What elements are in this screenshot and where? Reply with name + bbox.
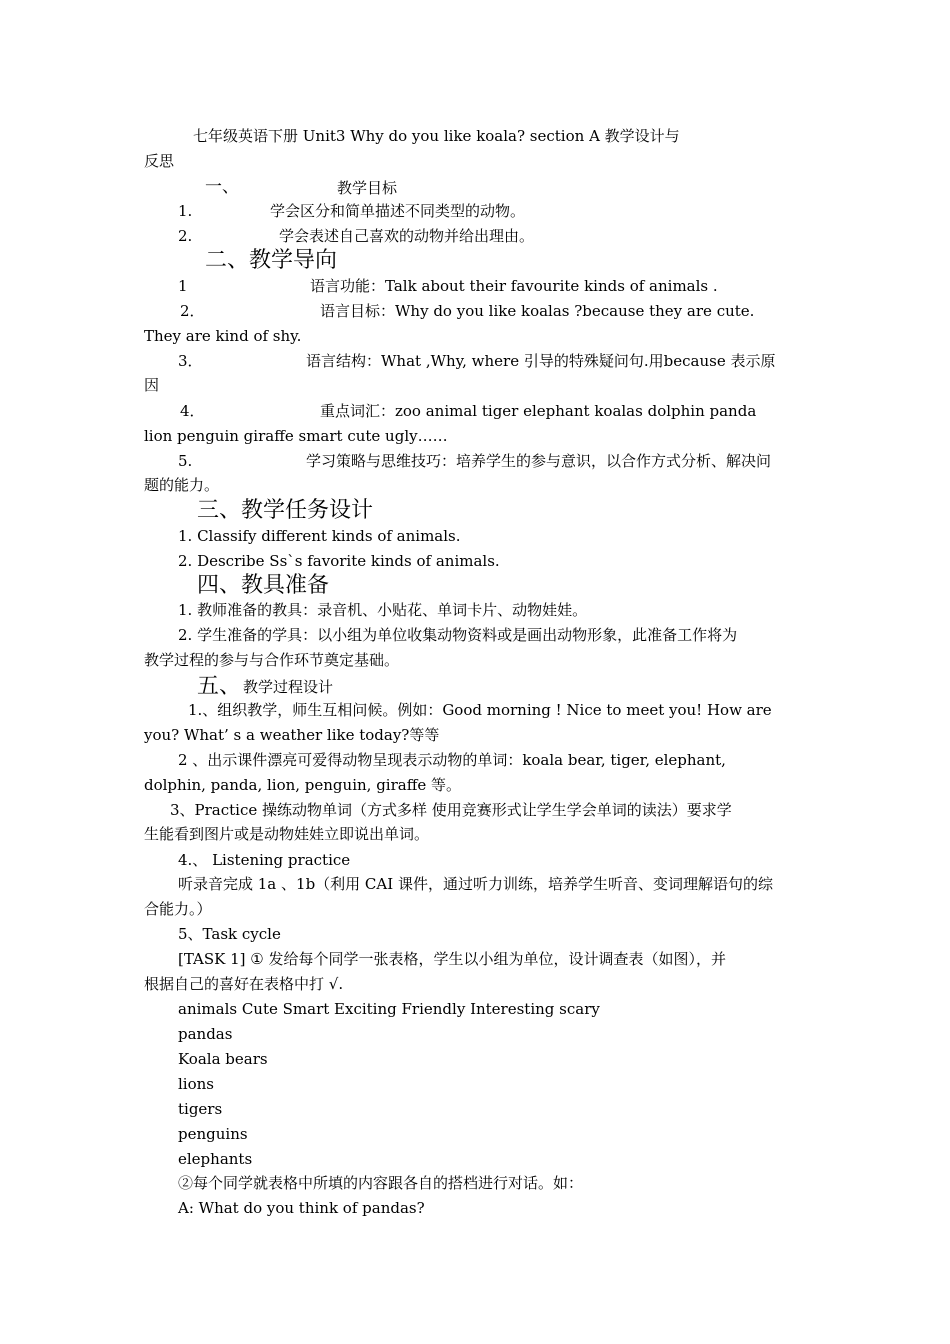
section3-heading: 三、教学任务设计 bbox=[197, 498, 374, 523]
step4-detail-continued: 合能力。） bbox=[144, 900, 212, 918]
section2-item4-text: 重点词汇：zoo animal tiger elephant koalas dolphin panda bbox=[320, 402, 757, 420]
section1-heading-number: 一、 bbox=[205, 177, 239, 197]
survey-table-row: pandas bbox=[178, 1025, 233, 1043]
section2-item4-number: 4． bbox=[180, 402, 205, 420]
survey-table-row: elephants bbox=[178, 1150, 253, 1168]
section1-heading: 教学目标 bbox=[337, 179, 398, 197]
step1-continued: you? What’ s a weather like today?等等 bbox=[144, 726, 440, 744]
section4-item1: 1. 教师准备的教具：录音机、小贴花、单词卡片、动物娃娃。 bbox=[178, 601, 588, 619]
step1-text: 1.、组织教学，师生互相问候。例如：Good morning ! Nice to meet you! How are bbox=[188, 701, 772, 719]
section1-item2-text: 学会表述自己喜欢的动物并给出理由。 bbox=[279, 227, 535, 245]
task1-text: [TASK 1] ① 发给每个同学一张表格，学生以小组为单位，设计调查表（如图），并 bbox=[178, 950, 727, 968]
dialogue-line: A: What do you think of pandas? bbox=[178, 1199, 425, 1217]
section4-item2: 2. 学生准备的学具：以小组为单位收集动物资料或是画出动物形象，此准备工作将为 bbox=[178, 626, 738, 644]
section2-item2-continued: They are kind of shy. bbox=[144, 327, 302, 345]
section2-item3-continued: 因 bbox=[144, 376, 160, 394]
survey-table-row: lions bbox=[178, 1075, 214, 1093]
section4-item2-continued: 教学过程的参与与合作环节奠定基础。 bbox=[144, 651, 400, 669]
step2-continued: dolphin, panda, lion, penguin, giraffe 等。 bbox=[144, 776, 462, 794]
section3-item2: 2. Describe Ss`s favorite kinds of animals. bbox=[178, 552, 500, 570]
section5-heading-number: 五、 bbox=[197, 674, 242, 699]
section2-item5-number: 5. bbox=[178, 452, 193, 470]
step4-text: 4.、 Listening practice bbox=[178, 851, 351, 869]
section1-item1-text: 学会区分和简单描述不同类型的动物。 bbox=[270, 202, 526, 220]
survey-table-row: penguins bbox=[178, 1125, 248, 1143]
survey-table-row: Koala bears bbox=[178, 1050, 268, 1068]
survey-table-row: tigers bbox=[178, 1100, 223, 1118]
section2-item2-number: 2． bbox=[180, 302, 205, 320]
step2-text: 2 、出示课件漂亮可爱得动物呈现表示动物的单词：koala bear, tiger, elephant, bbox=[178, 751, 726, 769]
document-title-continued: 反思 bbox=[144, 152, 175, 170]
step4-detail: 听录音完成 1a 、1b（利用 CAI 课件，通过听力训练，培养学生听音、变词理解语句的综 bbox=[178, 875, 773, 893]
step3-continued: 生能看到图片或是动物娃娃立即说出单词。 bbox=[144, 825, 430, 843]
section5-heading: 教学过程设计 bbox=[243, 678, 334, 696]
dialogue-intro: ②每个同学就表格中所填的内容跟各自的搭档进行对话。如： bbox=[178, 1174, 584, 1192]
section2-item3-number: 3． bbox=[178, 352, 203, 370]
section2-item3-text: 语言结构：What ,Why, where 引导的特殊疑问句.用because 表示原 bbox=[306, 352, 776, 370]
section2-item1-text: 语言功能：Talk about their favourite kinds of animals . bbox=[310, 277, 718, 295]
section2-item2-text: 语言目标：Why do you like koalas ?because they are cute. bbox=[320, 302, 755, 320]
section4-heading: 四、教具准备 bbox=[197, 573, 330, 598]
section1-item1-number: 1. bbox=[178, 202, 193, 220]
section1-item2-number: 2. bbox=[178, 227, 193, 245]
section2-item4-continued: lion penguin giraffe smart cute ugly…… bbox=[144, 427, 448, 445]
document-title: 七年级英语下册 Unit3 Why do you like koala? section A 教学设计与 bbox=[193, 127, 680, 145]
section2-item5-continued: 题的能力。 bbox=[144, 476, 220, 494]
section2-heading: 二、教学导向 bbox=[205, 248, 338, 273]
step5-text: 5、Task cycle bbox=[178, 925, 281, 943]
survey-table-header: animals Cute Smart Exciting Friendly Interesting scary bbox=[178, 1000, 600, 1018]
section2-item5-text: 学习策略与思维技巧：培养学生的参与意识，以合作方式分析、解决问 bbox=[306, 452, 772, 470]
step3-text: 3、Practice 操练动物单词（方式多样 使用竞赛形式让学生学会单词的读法）要求学 bbox=[170, 801, 732, 819]
task1-continued: 根据自己的喜好在表格中打 √. bbox=[144, 975, 344, 993]
section3-item1: 1. Classify different kinds of animals. bbox=[178, 527, 461, 545]
section2-item1-number: 1 bbox=[178, 277, 188, 295]
